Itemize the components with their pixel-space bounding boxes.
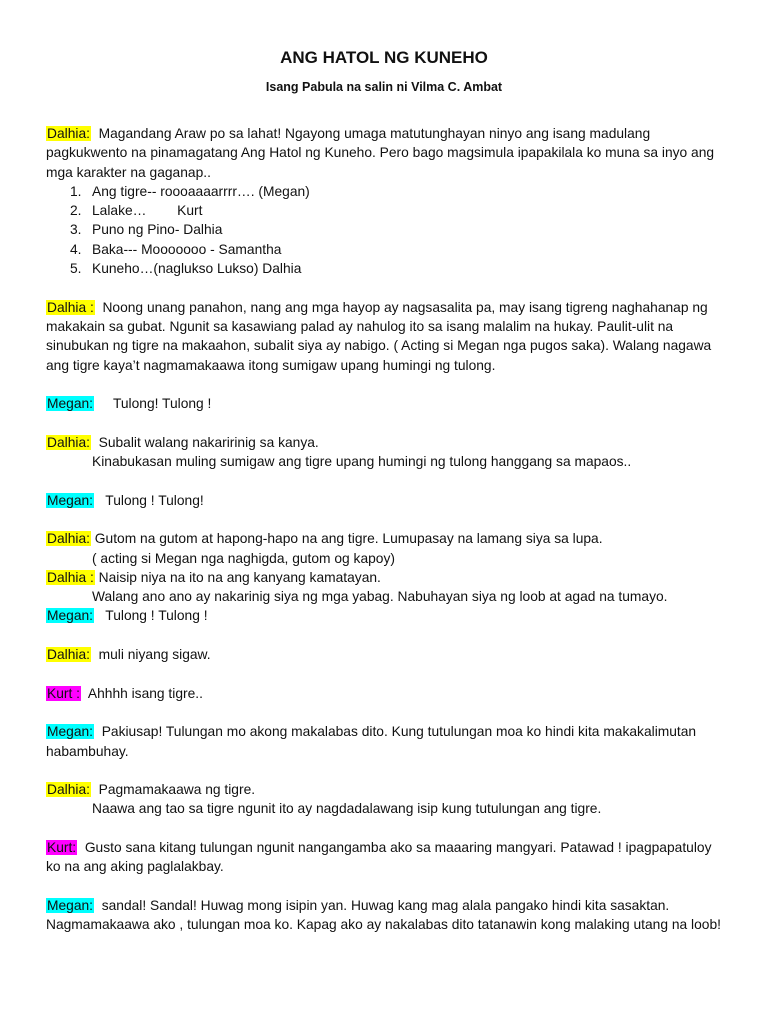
cast-text: Puno ng Pino- Dalhia (92, 222, 223, 238)
speaker-label: Megan: (47, 608, 94, 624)
list-number: 5. (70, 261, 82, 277)
paragraph-intro (46, 124, 726, 182)
paragraph-dialogue (46, 780, 726, 819)
paragraph-dialogue (46, 838, 726, 877)
paragraph-narration (46, 298, 726, 375)
dialogue-text: Subalit walang nakaririnig sa kanya. (98, 434, 319, 450)
dialogue-text: sandal! Sandal! Huwag mong isipin yan. Huwag kang mag alala pangako hindi kita sasaktan. Nagmamakaawa ako , tulungan moa ko. Kapag ako ay nakalabas dito tatanawin kong malaking utang na loob! (46, 897, 721, 933)
speaker-label: Dalhia : (47, 569, 94, 585)
speaker-label: Dalhia : (47, 299, 94, 315)
speaker-label: Kurt: (47, 839, 77, 855)
cast-item (46, 220, 726, 239)
speaker-label: Dalhia: (47, 782, 90, 798)
cast-item (46, 259, 726, 278)
paragraph-dialogue (46, 433, 726, 472)
list-number: 4. (70, 241, 82, 257)
cast-text: Ang tigre-- roooaaaarrrr…. (Megan) (92, 183, 310, 199)
speaker-label: Megan: (47, 396, 94, 412)
paragraph-dialogue (46, 896, 726, 935)
script-body (46, 124, 726, 954)
speaker-label: Dalhia: (47, 126, 90, 141)
dialogue-text: Tulong ! Tulong ! (105, 608, 208, 624)
dialogue-text: Gutom na gutom at hapong-hapo na ang tigre. Lumupasay na lamang siya sa lupa. (94, 531, 603, 547)
dialogue-text: muli niyang sigaw. (98, 647, 211, 663)
dialogue-text: Magandang Araw po sa lahat! Ngayong umaga matutunghayan ninyo ang isang madulang pagkukwento na pinamagatang Ang Hatol ng Kuneho. Pero bago magsimula ipapakilala ko muna sa inyo ang mga karakter na gaganap.. (46, 126, 715, 180)
paragraph-dialogue (46, 394, 726, 413)
list-number: 3. (70, 222, 82, 238)
speaker-label: Megan: (47, 897, 94, 913)
speaker-label: Dalhia: (47, 647, 90, 663)
speaker-label: Dalhia: (47, 434, 90, 450)
speaker-label: Kurt : (47, 685, 80, 701)
cast-item (46, 182, 726, 201)
paragraph-dialogue (46, 684, 726, 703)
speaker-label: Megan: (47, 492, 94, 508)
speaker-label: Dalhia: (47, 531, 90, 547)
cast-text: Baka--- Mooooooo - Samantha (92, 241, 282, 257)
dialogue-text: Tulong ! Tulong! (105, 492, 204, 508)
paragraph-dialogue (46, 529, 726, 568)
document-title: ANG HATOL NG KUNEHO (280, 48, 488, 67)
cast-item (46, 240, 726, 259)
paragraph-dialogue (46, 606, 726, 625)
dialogue-text: Noong unang panahon, nang ang mga hayop ay nagsasalita pa, may isang tigreng naghahanap ng makakain sa gubat. Ngunit sa kasawiang palad ay nahulog ito sa isang malalim na hukay. Paulit-ulit na sinubukan ng tigre na makaahon, subalit siya ay nabigo. ( Acting si Megan nga pugos saka). Walang nagawa ang tigre kaya’t nagmamakaawa itong sumigaw upang humingi ng tulong. (46, 299, 712, 373)
paragraph-dialogue (46, 568, 726, 607)
paragraph-dialogue (46, 722, 726, 761)
cast-text: Lalake… Kurt (92, 203, 203, 219)
dialogue-text: Walang ano ano ay nakarinig siya ng mga yabag. Nabuhayan siya ng loob at agad na tumayo. (92, 589, 668, 605)
cast-list (46, 182, 726, 278)
dialogue-text: ( acting si Megan nga naghigda, gutom og kapoy) (92, 550, 395, 566)
paragraph-dialogue (46, 491, 726, 510)
list-number: 2. (70, 203, 82, 219)
document-subtitle: Isang Pabula na salin ni Vilma C. Ambat (265, 80, 503, 94)
dialogue-text: Naisip niya na ito na ang kanyang kamatayan. (98, 569, 381, 585)
dialogue-text: Ahhhh isang tigre.. (87, 685, 203, 701)
cast-item (46, 201, 726, 220)
dialogue-text: Naawa ang tao sa tigre ngunit ito ay nagdadalawang isip kung tutulungan ang tigre. (92, 801, 602, 817)
dialogue-text: Tulong! Tulong ! (112, 396, 212, 412)
dialogue-text: Pakiusap! Tulungan mo akong makalabas dito. Kung tutulungan moa ko hindi kita makakalimutan habambuhay. (46, 724, 697, 759)
list-number: 1. (70, 183, 82, 199)
dialogue-text: Kinabukasan muling sumigaw ang tigre upang humingi ng tulong hanggang sa mapaos.. (92, 454, 632, 470)
dialogue-text: Gusto sana kitang tulungan ngunit nangangamba ako sa maaaring mangyari. Patawad ! ipagpapatuloy ko na ang aking paglalakbay. (46, 839, 712, 875)
paragraph-dialogue (46, 645, 726, 664)
dialogue-text: Pagmamakaawa ng tigre. (98, 782, 256, 798)
cast-text: Kuneho…(naglukso Lukso) Dalhia (92, 261, 302, 277)
speaker-label: Megan: (47, 724, 94, 740)
